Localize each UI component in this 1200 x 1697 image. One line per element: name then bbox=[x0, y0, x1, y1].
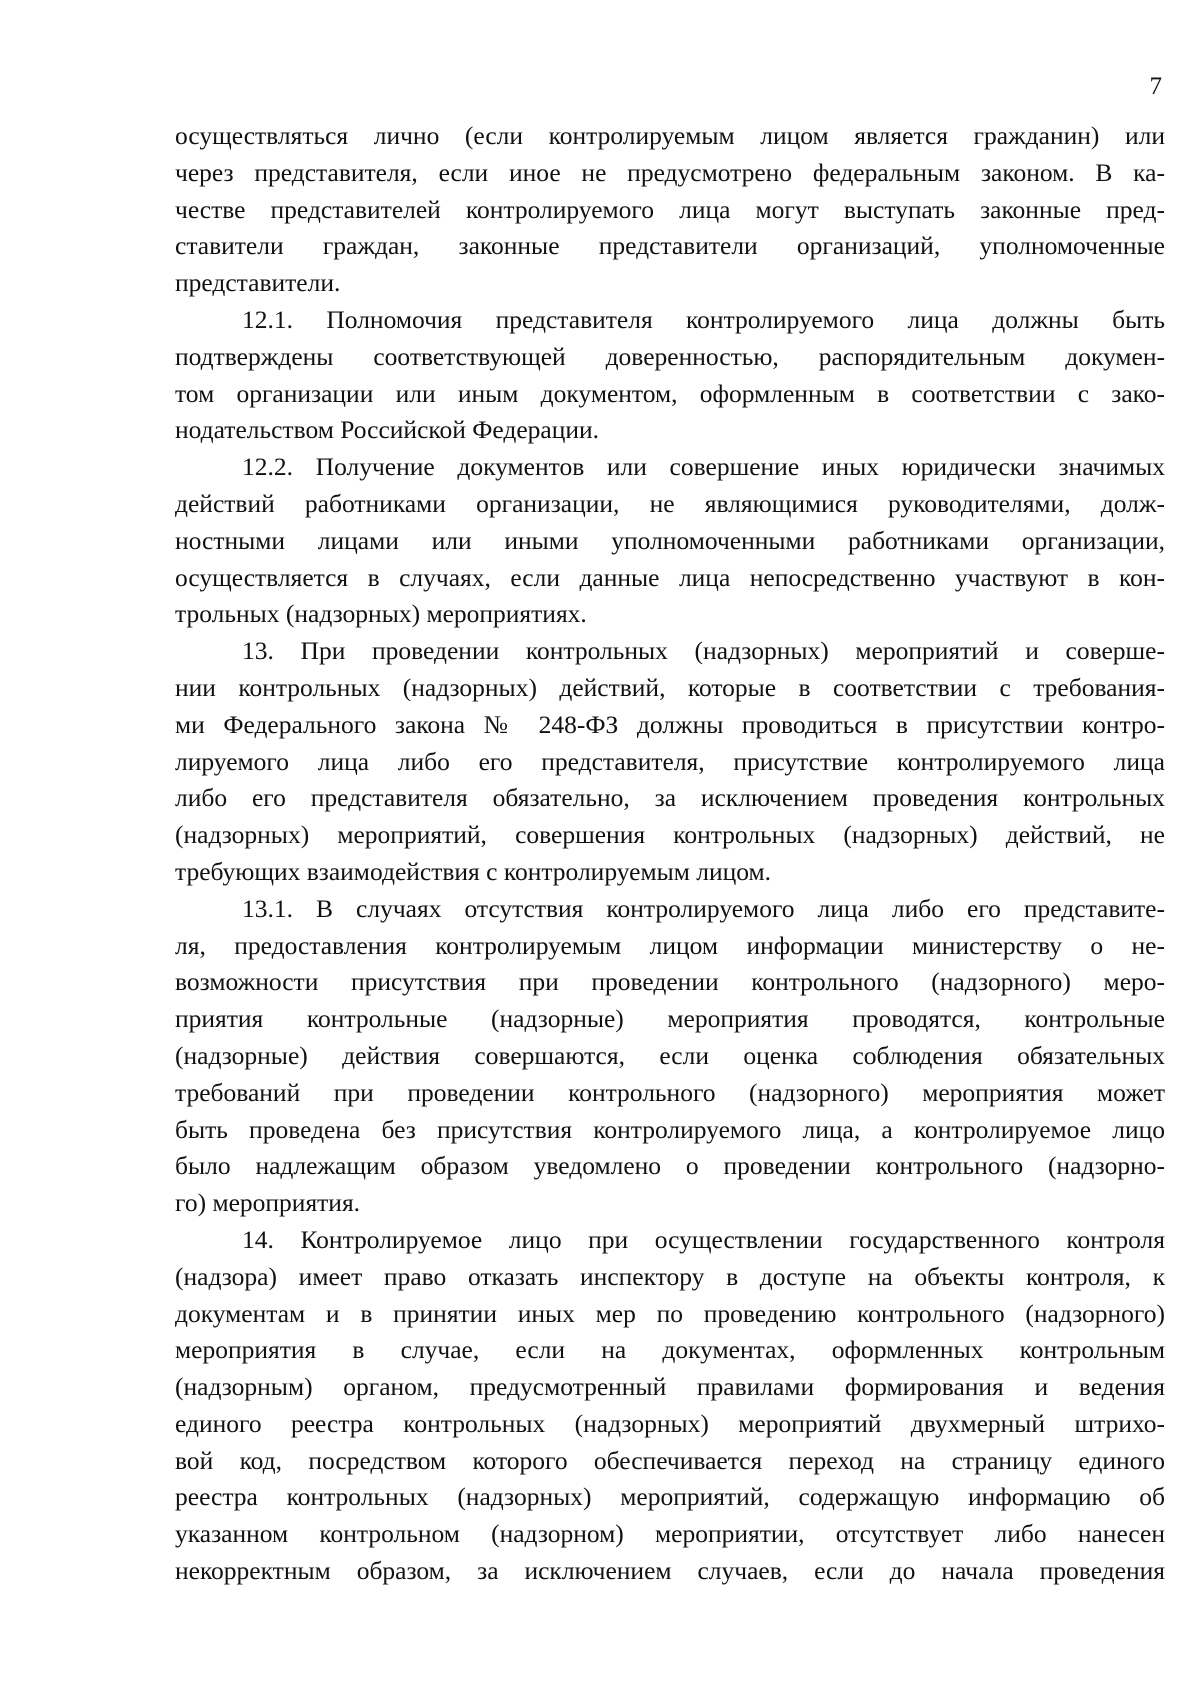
text-line: 12.1. Полномочия представителя контролируемого лица должны быть bbox=[242, 304, 1165, 334]
text-line: том организации или иным документом, оформленным в соответствии с зако- bbox=[175, 378, 1165, 408]
text-line: (надзорным) органом, предусмотренный правилами формирования и ведения bbox=[175, 1372, 1165, 1402]
text-line: 14. Контролируемое лицо при осуществлении государственного контроля bbox=[242, 1224, 1165, 1254]
paragraph-13 bbox=[175, 633, 1165, 891]
paragraph-14 bbox=[175, 1222, 1165, 1590]
text-line: представители. bbox=[175, 268, 341, 298]
text-line: единого реестра контрольных (надзорных) мероприятий двухмерный штрихо- bbox=[175, 1408, 1165, 1438]
document-body bbox=[175, 118, 1165, 1590]
text-line: ля, предоставления контролируемым лицом информации министерству о не- bbox=[175, 930, 1165, 960]
text-line: лируемого лица либо его представителя, присутствие контролируемого лица bbox=[175, 746, 1165, 776]
text-line: реестра контрольных (надзорных) мероприятий, содержащую информацию об bbox=[175, 1482, 1165, 1512]
text-line: нодательством Российской Федерации. bbox=[175, 415, 600, 445]
text-line: осуществляться лично (если контролируемым лицом является гражданин) или bbox=[175, 121, 1165, 150]
text-line: 13. При проведении контрольных (надзорных) мероприятий и соверше- bbox=[242, 636, 1165, 666]
text-line: осуществляется в случаях, если данные лица непосредственно участвуют в кон- bbox=[175, 562, 1165, 592]
text-line: некорректным образом, за исключением случаев, если до начала проведения bbox=[175, 1556, 1165, 1586]
text-line: указанном контрольном (надзорном) мероприятии, отсутствует либо нанесен bbox=[175, 1519, 1165, 1549]
text-line: (надзорные) действия совершаются, если оценка соблюдения обязательных bbox=[175, 1040, 1165, 1070]
text-line: вой код, посредством которого обеспечивается переход на страницу единого bbox=[175, 1445, 1165, 1475]
text-line: требований при проведении контрольного (надзорного) мероприятия может bbox=[175, 1077, 1165, 1107]
text-line: трольных (надзорных) мероприятиях. bbox=[175, 599, 587, 629]
text-line: через представителя, если иное не предусмотрено федеральным законом. В ка- bbox=[175, 157, 1165, 187]
text-line: возможности присутствия при проведении контрольного (надзорного) меро- bbox=[175, 967, 1165, 997]
text-line: требующих взаимодействия с контролируемым лицом. bbox=[175, 856, 772, 886]
text-line: ностными лицами или иными уполномоченными работниками организации, bbox=[175, 525, 1165, 555]
text-line: приятия контрольные (надзорные) мероприятия проводятся, контрольные bbox=[175, 1004, 1165, 1034]
text-line: быть проведена без присутствия контролируемого лица, а контролируемое лицо bbox=[175, 1114, 1165, 1144]
text-line: мероприятия в случае, если на документах, оформленных контрольным bbox=[175, 1335, 1165, 1365]
text-line: нии контрольных (надзорных) действий, которые в соответствии с требования- bbox=[175, 672, 1165, 702]
text-line: ставители граждан, законные представители организаций, уполномоченные bbox=[175, 231, 1165, 261]
page-number: 7 bbox=[1149, 73, 1162, 100]
paragraph-continuation bbox=[175, 118, 1165, 302]
text-line: (надзорных) мероприятий, совершения контрольных (надзорных) действий, не bbox=[175, 820, 1165, 850]
text-line: 13.1. В случаях отсутствия контролируемого лица либо его представите- bbox=[242, 893, 1165, 923]
text-line: 12.2. Получение документов или совершение иных юридически значимых bbox=[242, 452, 1165, 482]
text-line: го) мероприятия. bbox=[175, 1188, 361, 1218]
text-line: честве представителей контролируемого лица могут выступать законные пред- bbox=[175, 194, 1165, 224]
text-line: документам и в принятии иных мер по проведению контрольного (надзорного) bbox=[175, 1298, 1165, 1328]
text-line: ми Федерального закона № 248-ФЗ должны проводиться в присутствии контро- bbox=[175, 709, 1165, 739]
text-line: действий работниками организации, не являющимися руководителями, долж- bbox=[175, 488, 1165, 518]
text-line: подтверждены соответствующей доверенностью, распорядительным докумен- bbox=[175, 341, 1165, 371]
text-line: (надзора) имеет право отказать инспектору в доступе на объекты контроля, к bbox=[175, 1261, 1165, 1291]
paragraph-12-2 bbox=[175, 449, 1165, 633]
paragraph-13-1 bbox=[175, 891, 1165, 1222]
paragraph-12-1 bbox=[175, 302, 1165, 449]
text-line: было надлежащим образом уведомлено о проведении контрольного (надзорно- bbox=[175, 1151, 1165, 1181]
text-line: либо его представителя обязательно, за исключением проведения контрольных bbox=[175, 783, 1165, 813]
